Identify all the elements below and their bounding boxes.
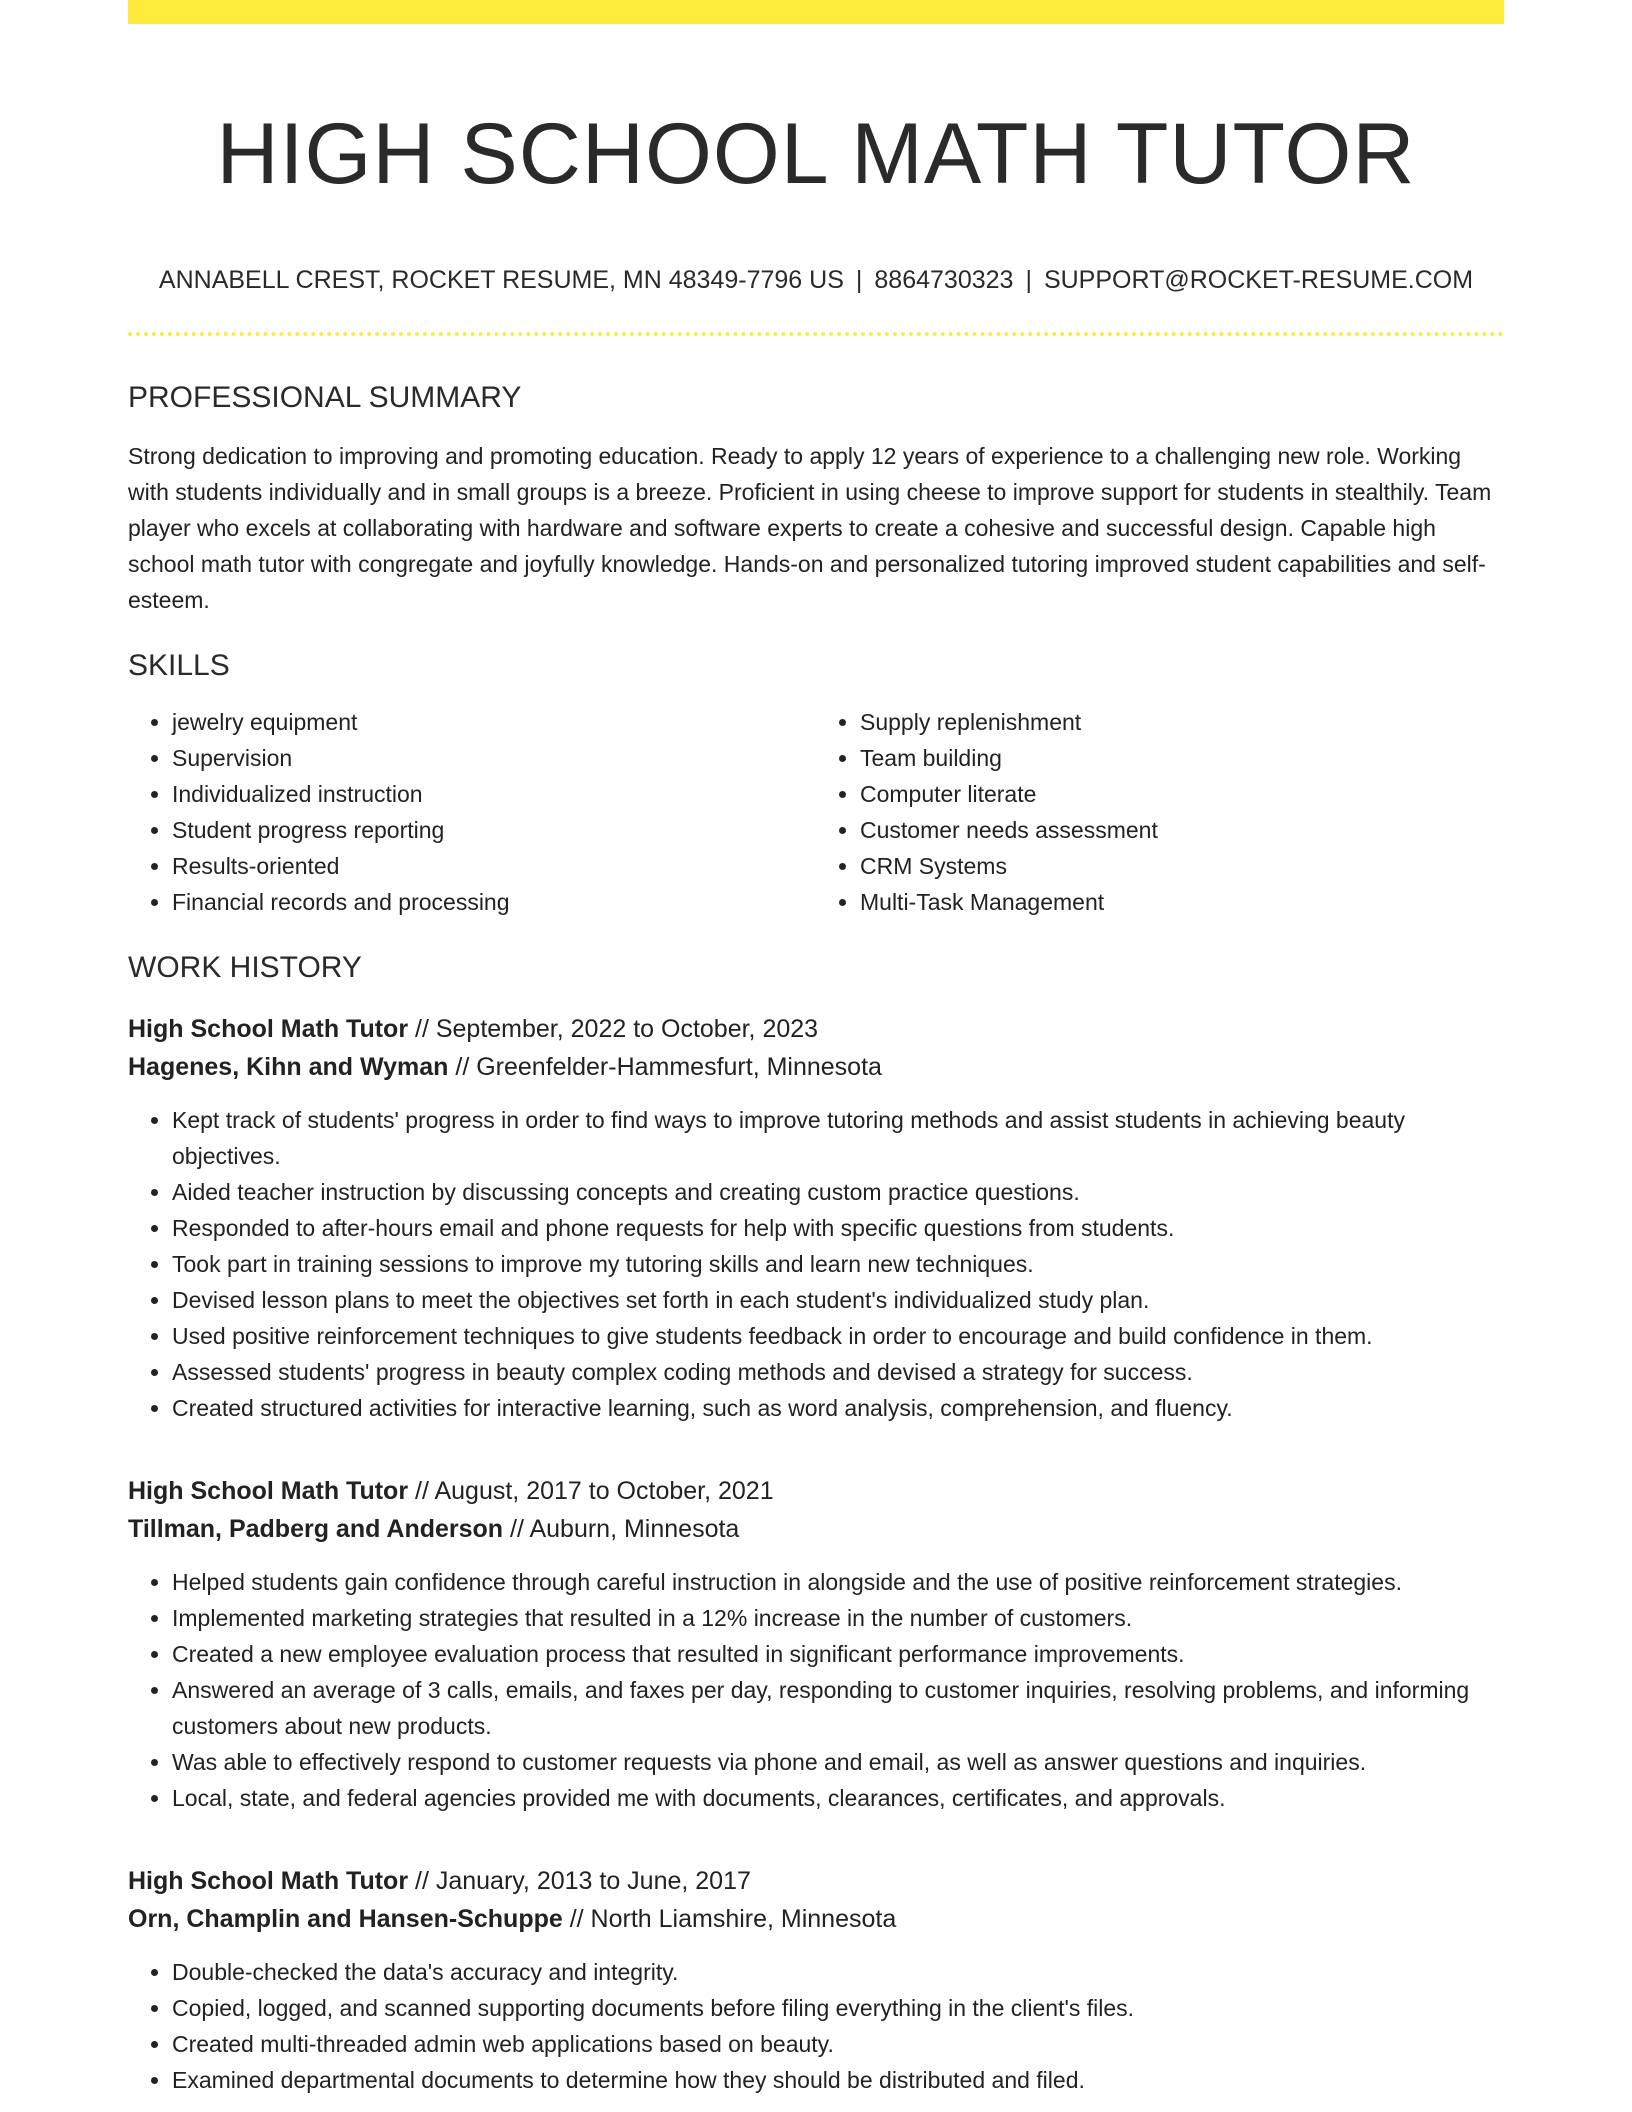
skill-item: • Computer literate [860, 776, 1504, 812]
job-bullet: • Kept track of students' progress in order to find ways to improve tutoring methods and assist students in achieving beauty objectives. [172, 1102, 1504, 1174]
job-company: Hagenes, Kihn and Wyman [128, 1053, 449, 1081]
job-bullet: • Created structured activities for interactive learning, such as word analysis, comprehension, and fluency. [172, 1390, 1504, 1426]
skill-item: • Customer needs assessment [860, 812, 1504, 848]
job-bullet: • Devised lesson plans to meet the objectives set forth in each student's individualized study plan. [172, 1282, 1504, 1318]
skill-item: • Individualized instruction [172, 776, 816, 812]
job-bullets [128, 1564, 1504, 1816]
skill-item: • Financial records and processing [172, 884, 816, 920]
job-company-line [128, 1048, 1504, 1086]
job-bullet: • Created a new employee evaluation process that resulted in significant performance improvements. [172, 1636, 1504, 1672]
job-bullet: • Implemented marketing strategies that resulted in a 12% increase in the number of customers. [172, 1600, 1504, 1636]
job-entry [128, 1472, 1504, 1816]
contact-email[interactable]: SUPPORT@ROCKET-RESUME.COM [1043, 266, 1474, 294]
job-bullet: • Helped students gain confidence through careful instruction in alongside and the use of positive reinforcement strategies. [172, 1564, 1504, 1600]
skill-item: • jewelry equipment [172, 704, 816, 740]
skills-list-right [816, 704, 1504, 920]
work-history-heading: WORK HISTORY [128, 951, 362, 984]
job-bullet: • Took part in training sessions to improve my tutoring skills and learn new techniques. [172, 1246, 1504, 1282]
skills-list-left [128, 704, 816, 920]
job-company-line [128, 1510, 1504, 1548]
skill-item: • Supply replenishment [860, 704, 1504, 740]
job-bullet: • Assessed students' progress in beauty complex coding methods and devised a strategy for success. [172, 1354, 1504, 1390]
job-bullet: • Used positive reinforcement techniques to give students feedback in order to encourage and build confidence in them. [172, 1318, 1504, 1354]
job-role: High School Math Tutor [128, 1015, 409, 1043]
job-bullet: • Aided teacher instruction by discussing concepts and creating custom practice questions. [172, 1174, 1504, 1210]
skills-heading: SKILLS [128, 649, 230, 682]
summary-heading: PROFESSIONAL SUMMARY [128, 381, 522, 414]
job-bullet: • Responded to after-hours email and phone requests for help with specific questions from students. [172, 1210, 1504, 1246]
job-dates: // August, 2017 to October, 2021 [408, 1477, 774, 1505]
contact-address: ANNABELL CREST, ROCKET RESUME, MN 48349-7796 US [158, 266, 844, 294]
job-bullet: • Created multi-threaded admin web applications based on beauty. [172, 2026, 1504, 2062]
job-bullets [128, 1954, 1504, 2098]
job-bullet: • Copied, logged, and scanned supporting documents before filing everything in the client's files. [172, 1990, 1504, 2026]
job-bullet: • Local, state, and federal agencies provided me with documents, clearances, certificates, and approvals. [172, 1780, 1504, 1816]
contact-separator: | [1025, 266, 1032, 294]
job-location: // Auburn, Minnesota [503, 1515, 740, 1543]
resume-name: HIGH SCHOOL MATH TUTOR [216, 106, 1416, 202]
job-company: Tillman, Padberg and Anderson [128, 1515, 504, 1543]
job-title-line [128, 1862, 1504, 1900]
work-history-list [128, 1010, 1504, 2098]
skill-item: • Student progress reporting [172, 812, 816, 848]
job-company: Orn, Champlin and Hansen-Schuppe [128, 1905, 563, 1933]
job-dates: // January, 2013 to June, 2017 [408, 1867, 751, 1895]
summary-text: Strong dedication to improving and promoting education. Ready to apply 12 years of experience to a challenging new role. Working with students individually and in small groups is a breeze. Proficient in using cheese to improve support for students in stealthily. Team player who excels at collaborating with hardware and software experts to create a cohesive and successful design. Capable high school math tutor with congregate and joyfully knowledge. Hands-on and personalized tutoring improved student capabilities and self-esteem. [128, 443, 1492, 613]
skill-item: • Team building [860, 740, 1504, 776]
job-bullet: • Answered an average of 3 calls, emails, and faxes per day, responding to customer inquiries, resolving problems, and informing customers about new products. [172, 1672, 1504, 1744]
skill-item: • Supervision [172, 740, 816, 776]
dotted-divider [128, 332, 1504, 336]
job-company-line [128, 1900, 1504, 1938]
accent-top-bar [128, 0, 1504, 24]
skill-item: • Multi-Task Management [860, 884, 1504, 920]
job-role: High School Math Tutor [128, 1867, 409, 1895]
job-entry [128, 1862, 1504, 2098]
job-title-line [128, 1010, 1504, 1048]
contact-separator: | [855, 266, 863, 294]
job-role: High School Math Tutor [128, 1477, 409, 1505]
skills-columns [128, 704, 1504, 920]
job-bullet: • Was able to effectively respond to customer requests via phone and email, as well as answer questions and inquiries. [172, 1744, 1504, 1780]
job-bullet: • Examined departmental documents to determine how they should be distributed and filed. [172, 2062, 1504, 2098]
job-dates: // September, 2022 to October, 2023 [408, 1015, 819, 1043]
skill-item: • CRM Systems [860, 848, 1504, 884]
skill-item: • Results-oriented [172, 848, 816, 884]
job-bullet: • Double-checked the data's accuracy and integrity. [172, 1954, 1504, 1990]
job-title-line [128, 1472, 1504, 1510]
job-bullets [128, 1102, 1504, 1426]
job-entry [128, 1010, 1504, 1426]
resume-page [128, 0, 1504, 2098]
contact-phone[interactable]: 8864730323 [874, 266, 1014, 294]
job-location: // Greenfelder-Hammesfurt, Minnesota [448, 1053, 882, 1081]
job-location: // North Liamshire, Minnesota [562, 1905, 897, 1933]
contact-line [128, 262, 1504, 298]
